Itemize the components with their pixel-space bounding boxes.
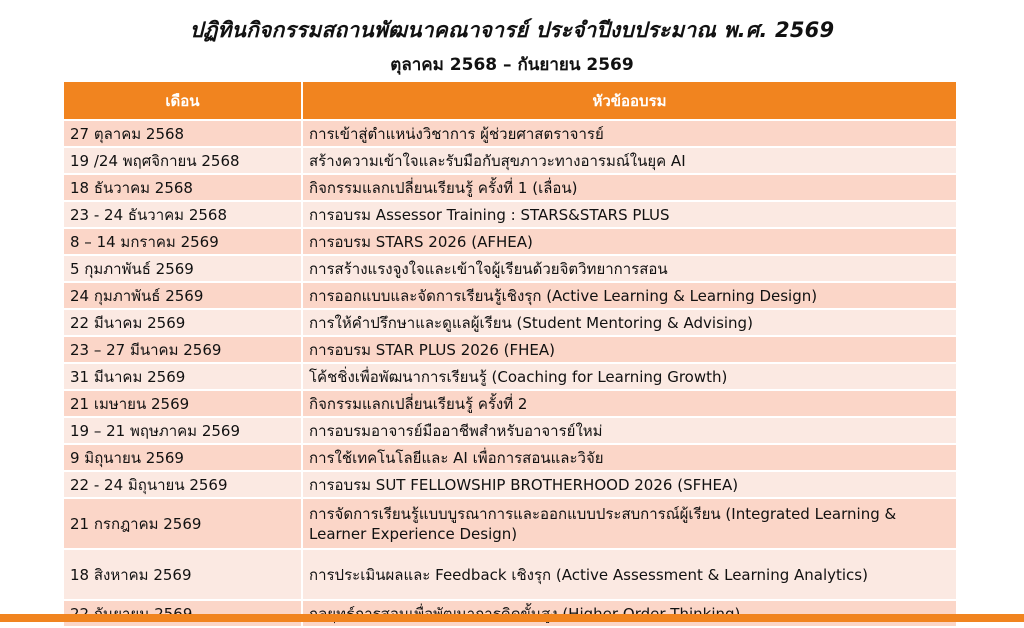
row-topic: การจัดการเรียนรู้แบบบูรณาการและออกแบบประสบการณ์ผู้เรียน (Integrated Learning & Learner Experience Design) xyxy=(303,499,956,550)
table-row xyxy=(64,310,956,337)
column-header-topic: หัวข้ออบรม xyxy=(303,82,956,121)
footer-accent-bar xyxy=(0,614,1024,622)
table-header-row xyxy=(64,82,956,121)
table-row xyxy=(64,283,956,310)
row-date: 27 ตุลาคม 2568 xyxy=(64,121,303,148)
row-topic: การประเมินผลและ Feedback เชิงรุก (Active Assessment & Learning Analytics) xyxy=(303,550,956,601)
page-subtitle: ตุลาคม 2568 – กันยายน 2569 xyxy=(390,55,634,75)
row-date: 18 ธันวาคม 2568 xyxy=(64,175,303,202)
row-topic: โค้ชชิ่งเพื่อพัฒนาการเรียนรู้ (Coaching for Learning Growth) xyxy=(303,364,956,391)
row-topic: การอบรม STAR PLUS 2026 (FHEA) xyxy=(303,337,956,364)
row-date: 8 – 14 มกราคม 2569 xyxy=(64,229,303,256)
table-row xyxy=(64,445,956,472)
row-topic: การอบรม SUT FELLOWSHIP BROTHERHOOD 2026 (SFHEA) xyxy=(303,472,956,499)
table-row xyxy=(64,499,956,550)
row-date: 31 มีนาคม 2569 xyxy=(64,364,303,391)
row-date: 19 – 21 พฤษภาคม 2569 xyxy=(64,418,303,445)
table-row xyxy=(64,175,956,202)
page-title: ปฏิทินกิจกรรมสถานพัฒนาคณาจารย์ ประจำปีงบประมาณ พ.ศ. 2569 xyxy=(189,18,835,42)
table-row xyxy=(64,418,956,445)
row-topic: สร้างความเข้าใจและรับมือกับสุขภาวะทางอารมณ์ในยุค AI xyxy=(303,148,956,175)
table-row xyxy=(64,550,956,601)
row-topic: กิจกรรมแลกเปลี่ยนเรียนรู้ ครั้งที่ 2 xyxy=(303,391,956,418)
table-row xyxy=(64,391,956,418)
table-row xyxy=(64,121,956,148)
row-topic: การอบรม Assessor Training : STARS&STARS PLUS xyxy=(303,202,956,229)
row-date: 22 - 24 มิถุนายน 2569 xyxy=(64,472,303,499)
row-date: 23 - 24 ธันวาคม 2568 xyxy=(64,202,303,229)
row-topic: การอบรมอาจารย์มืออาชีพสำหรับอาจารย์ใหม่ xyxy=(303,418,956,445)
column-header-month: เดือน xyxy=(64,82,303,121)
table-row xyxy=(64,202,956,229)
row-topic: การออกแบบและจัดการเรียนรู้เชิงรุก (Active Learning & Learning Design) xyxy=(303,283,956,310)
table-row xyxy=(64,148,956,175)
row-date: 24 กุมภาพันธ์ 2569 xyxy=(64,283,303,310)
row-topic: การสร้างแรงจูงใจและเข้าใจผู้เรียนด้วยจิตวิทยาการสอน xyxy=(303,256,956,283)
training-schedule-table xyxy=(64,82,956,628)
row-topic: การเข้าสู่ตำแหน่งวิชาการ ผู้ช่วยศาสตราจารย์ xyxy=(303,121,956,148)
table-row xyxy=(64,472,956,499)
table-row xyxy=(64,229,956,256)
table-row xyxy=(64,256,956,283)
row-date: 5 กุมภาพันธ์ 2569 xyxy=(64,256,303,283)
row-date: 19 /24 พฤศจิกายน 2568 xyxy=(64,148,303,175)
row-topic: การให้คำปรึกษาและดูแลผู้เรียน (Student Mentoring & Advising) xyxy=(303,310,956,337)
row-topic: กิจกรรมแลกเปลี่ยนเรียนรู้ ครั้งที่ 1 (เลื่อน) xyxy=(303,175,956,202)
table-row xyxy=(64,364,956,391)
row-date: 21 เมษายน 2569 xyxy=(64,391,303,418)
row-date: 21 กรกฎาคม 2569 xyxy=(64,499,303,550)
row-date: 23 – 27 มีนาคม 2569 xyxy=(64,337,303,364)
row-topic: การอบรม STARS 2026 (AFHEA) xyxy=(303,229,956,256)
row-date: 9 มิถุนายน 2569 xyxy=(64,445,303,472)
table-row xyxy=(64,337,956,364)
row-topic: การใช้เทคโนโลยีและ AI เพื่อการสอนและวิจัย xyxy=(303,445,956,472)
row-date: 22 มีนาคม 2569 xyxy=(64,310,303,337)
row-date: 18 สิงหาคม 2569 xyxy=(64,550,303,601)
